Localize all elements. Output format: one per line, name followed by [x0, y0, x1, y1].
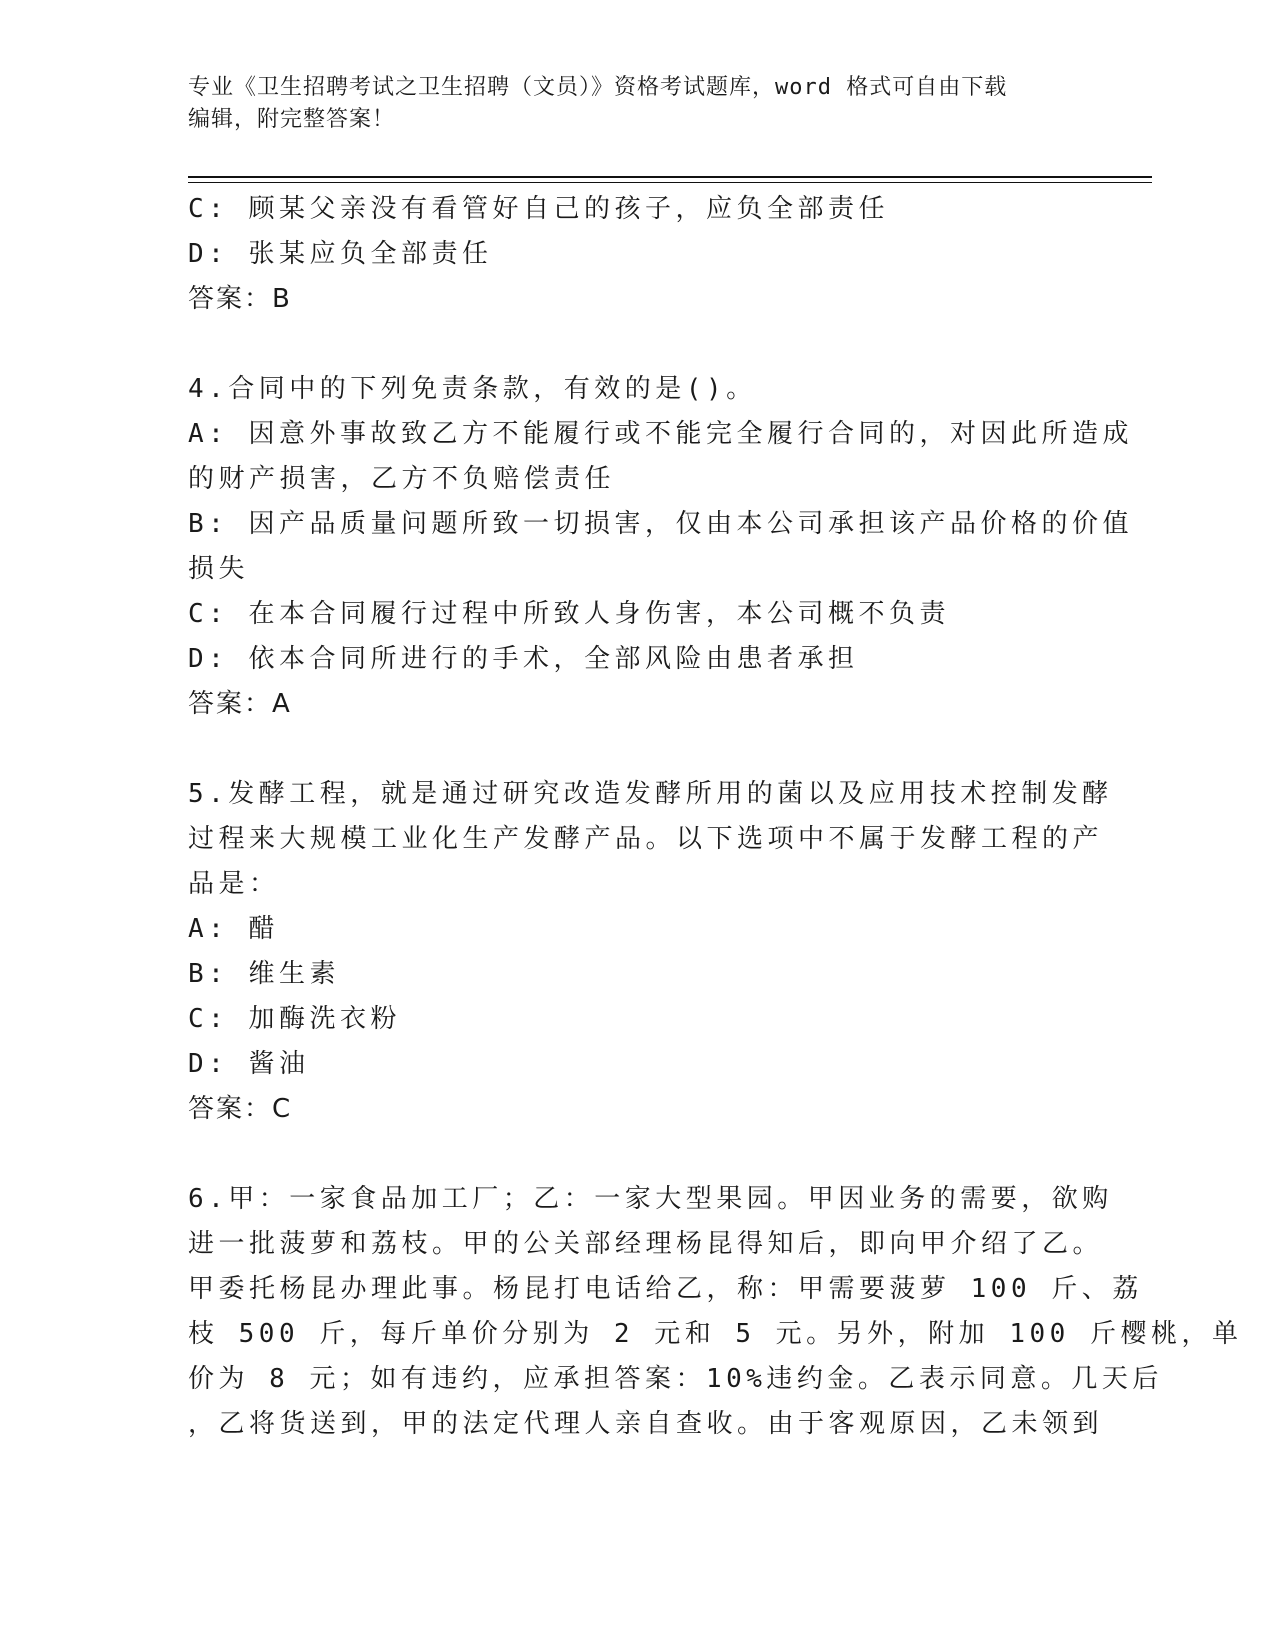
question-stem-line-6: ，乙将货送到，甲的法定代理人亲自查收。由于客观原因，乙未领到: [188, 1409, 1104, 1439]
document-body: [188, 187, 1243, 1447]
question-stem-line-5: 价为 8 元；如有违约，应承担答案：10%违约金。乙表示同意。几天后: [188, 1364, 1163, 1394]
question-stem-line-3: 甲委托杨昆办理此事。杨昆打电话给乙，称：甲需要菠萝 100 斤、荔: [188, 1274, 1143, 1304]
option-c: C: 在本合同履行过程中所致人身伤害，本公司概不负责: [188, 599, 950, 629]
option-c: C: 加酶洗衣粉: [188, 1004, 401, 1034]
option-c: C: 顾某父亲没有看管好自己的孩子，应负全部责任: [188, 194, 889, 224]
question-stem-line-1: 6.甲：一家食品加工厂；乙：一家大型果园。甲因业务的需要，欲购: [188, 1184, 1113, 1214]
question-stem-line-1: 5.发酵工程，就是通过研究改造发酵所用的菌以及应用技术控制发酵: [188, 779, 1113, 809]
question-4: [188, 367, 1133, 727]
option-a: A: 醋: [188, 914, 279, 944]
question-5: [188, 772, 1113, 1132]
option-d: D: 依本合同所进行的手术，全部风险由患者承担: [188, 644, 859, 674]
option-a-line-2: 的财产损害，乙方不负赔偿责任: [188, 464, 616, 494]
question-stem: 4.合同中的下列免责条款，有效的是()。: [188, 374, 757, 404]
option-b-line-2: 损失: [188, 554, 250, 584]
document-header: [188, 72, 1088, 136]
spacer: [188, 1132, 1088, 1177]
option-a-line-1: A: 因意外事故致乙方不能履行或不能完全履行合同的，对因此所造成: [188, 419, 1133, 449]
answer: 答案：B: [188, 284, 292, 314]
header-divider-thick: [188, 176, 1152, 178]
spacer: [188, 727, 1088, 772]
header-line-2: 编辑，附完整答案！: [188, 107, 396, 132]
question-stem-line-3: 品是：: [188, 869, 280, 899]
answer: 答案：A: [188, 689, 292, 719]
header-line-1: 专业《卫生招聘考试之卫生招聘（文员）》资格考试题库，word 格式可自由下载: [188, 75, 1008, 100]
question-stem-line-2: 进一批菠萝和荔枝。甲的公关部经理杨昆得知后，即向甲介绍了乙。: [188, 1229, 1104, 1259]
question-6: [188, 1177, 1243, 1447]
option-d: D: 酱油: [188, 1049, 310, 1079]
header-divider-thin: [188, 182, 1152, 183]
option-b-line-1: B: 因产品质量问题所致一切损害，仅由本公司承担该产品价格的价值: [188, 509, 1133, 539]
answer: 答案：C: [188, 1094, 293, 1124]
question-3-tail: [188, 187, 1088, 322]
option-b: B: 维生素: [188, 959, 340, 989]
option-d: D: 张某应负全部责任: [188, 239, 493, 269]
question-stem-line-2: 过程来大规模工业化生产发酵产品。以下选项中不属于发酵工程的产: [188, 824, 1104, 854]
question-stem-line-4: 枝 500 斤，每斤单价分别为 2 元和 5 元。另外，附加 100 斤樱桃，单: [188, 1319, 1243, 1349]
spacer: [188, 322, 1088, 367]
